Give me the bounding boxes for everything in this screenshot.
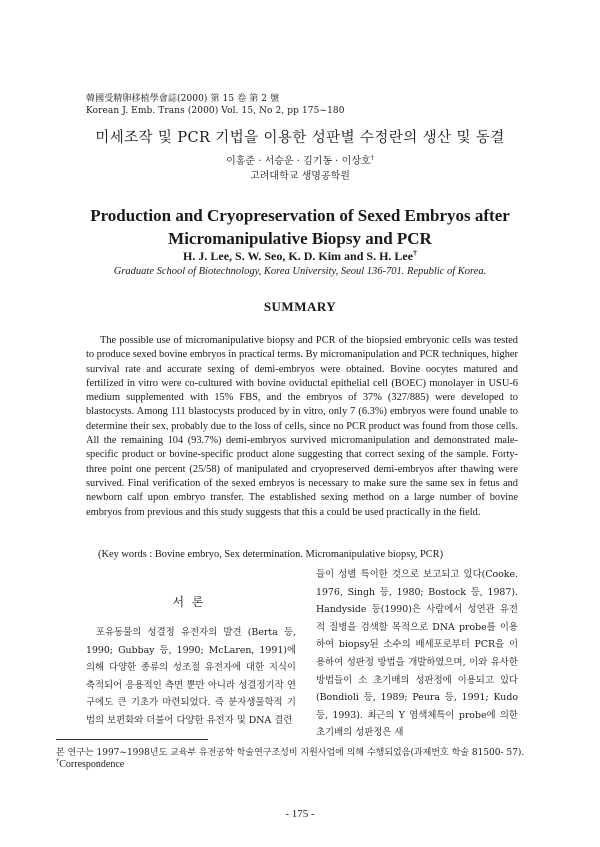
korean-author-names: 이홍준 · 서승운 · 김기동 · 이상호 [226, 156, 371, 167]
footnote-divider [56, 739, 208, 740]
korean-authors-block [0, 154, 600, 184]
journal-citation [86, 93, 345, 117]
english-author-line [0, 249, 600, 264]
summary-text: The possible use of micromanipulative biopsy and PCR of the biopsied embryonic cells was tested to produce sexed bovine embryos in practical terms. By micromanipulation and PCR techniques, higher survival rate and accurate sexing of demi-embryos were obtained. Bovine oocytes matured and fertilized in vitro were co-cultured with bovine oviductal epithelial cell (BOEC) monolayer in USU-6 medium supplemented with 15% FBS, and the embryos of 37% (327/885) were developed to blastocysts. Among 111 blastocysts produced by in vitro, only 7 (6.3%) embryos were found unable to determine their sex, probably due to the loss of cells, since no PCR product was found from those cells. All the remaining 104 (93.7%) demi-embryos survived micromanipulation and demonstrated male-specific product or bovine-specific product alone suggesting that correct sexing of the sample. Forty-three point one percent (25/58) of manipulated and cryopreserved demi-embryos after thawing were survived. Final verification of the sexed embryos is necessary to make sure the same sex in fetus and newborn calf upon embryo transfer. The established sexing method on a large number of bovine embryos from previous and this study suggests that this a could be used practically in the field. [86, 335, 518, 518]
correspondence-label: Correspondence [59, 759, 125, 770]
introduction-right-column: 들이 성별 특이한 것으로 보고되고 있다(Cooke. 1976, Singh 등, 1980; Bostock 등, 1987). Handyside 등(1990)은 사람에서 성연관 유전적 질병을 검색할 목적으로 DNA probe를 이용하여 biopsy된 소수의 배세포로부터 PCR을 이용하여 성판정 방법을 개발하였으며, 이와 유사한 방법들이 소 초기배의 성판정에 이용되고 있다(Bondioli 등, 1989; Peura 등, 1991; Kudo 등, 1993). 최근의 Y 염색체특이 probe에 의한 초기배의 성판정은 새 [316, 569, 518, 739]
english-author-dagger: † [413, 248, 417, 257]
journal-line-korean: 韓國受精卵移植學會誌(2000) 第 15 卷 第 2 號 [86, 94, 280, 104]
english-title-line-1: Production and Cryopreservation of Sexed Embryos after [90, 206, 510, 225]
korean-author-line [0, 154, 600, 169]
english-title [0, 204, 600, 250]
english-affiliation: Graduate School of Biotechnology, Korea University, Seoul 136-701. Republic of Korea. [113, 266, 487, 277]
correspondence-footnote [56, 759, 124, 770]
english-title-line-2: Micromanipulative Biopsy and PCR [168, 229, 432, 248]
korean-affiliation: 고려대학교 생명공학원 [250, 171, 350, 182]
english-author-names: H. J. Lee, S. W. Seo, K. D. Kim and S. H. Lee [183, 249, 414, 263]
korean-author-dagger: † [370, 153, 374, 162]
korean-title: 미세조작 및 PCR 기법을 이용한 성판별 수정란의 생산 및 동결 [95, 130, 505, 146]
journal-line-english: Korean J. Emb. Trans (2000) Vol. 15, No 2, pp 175~180 [86, 106, 345, 116]
page-number: - 175 - [285, 808, 315, 820]
keywords: (Key words : Bovine embryo, Sex determination. Micromanipulative biopsy, PCR) [98, 549, 444, 560]
summary-heading: SUMMARY [263, 299, 337, 314]
introduction-heading: 서 론 [172, 595, 206, 609]
funding-footnote: 본 연구는 1997~1998년도 교육부 유전공학 학술연구조성비 지원사업에 의해 수행되었음(과제번호 학술 81500- 57). [56, 748, 525, 758]
correspondence-dagger: † [56, 757, 60, 765]
introduction-left-column: 포유동물의 성결정 유전자의 발견 (Berta 등, 1990; Gubbay 등, 1990; McLaren, 1991)에 의해 다양한 종류의 성조절 유전자에 대한 지식이 축적되어 응용적인 측면 뿐만 아니라 성결정기작 연구에도 큰 기초가 마련되었다. 즉 분자생물학적 기법의 보편화와 더불어 다양한 유전자 및 DNA 결련 [86, 627, 296, 726]
